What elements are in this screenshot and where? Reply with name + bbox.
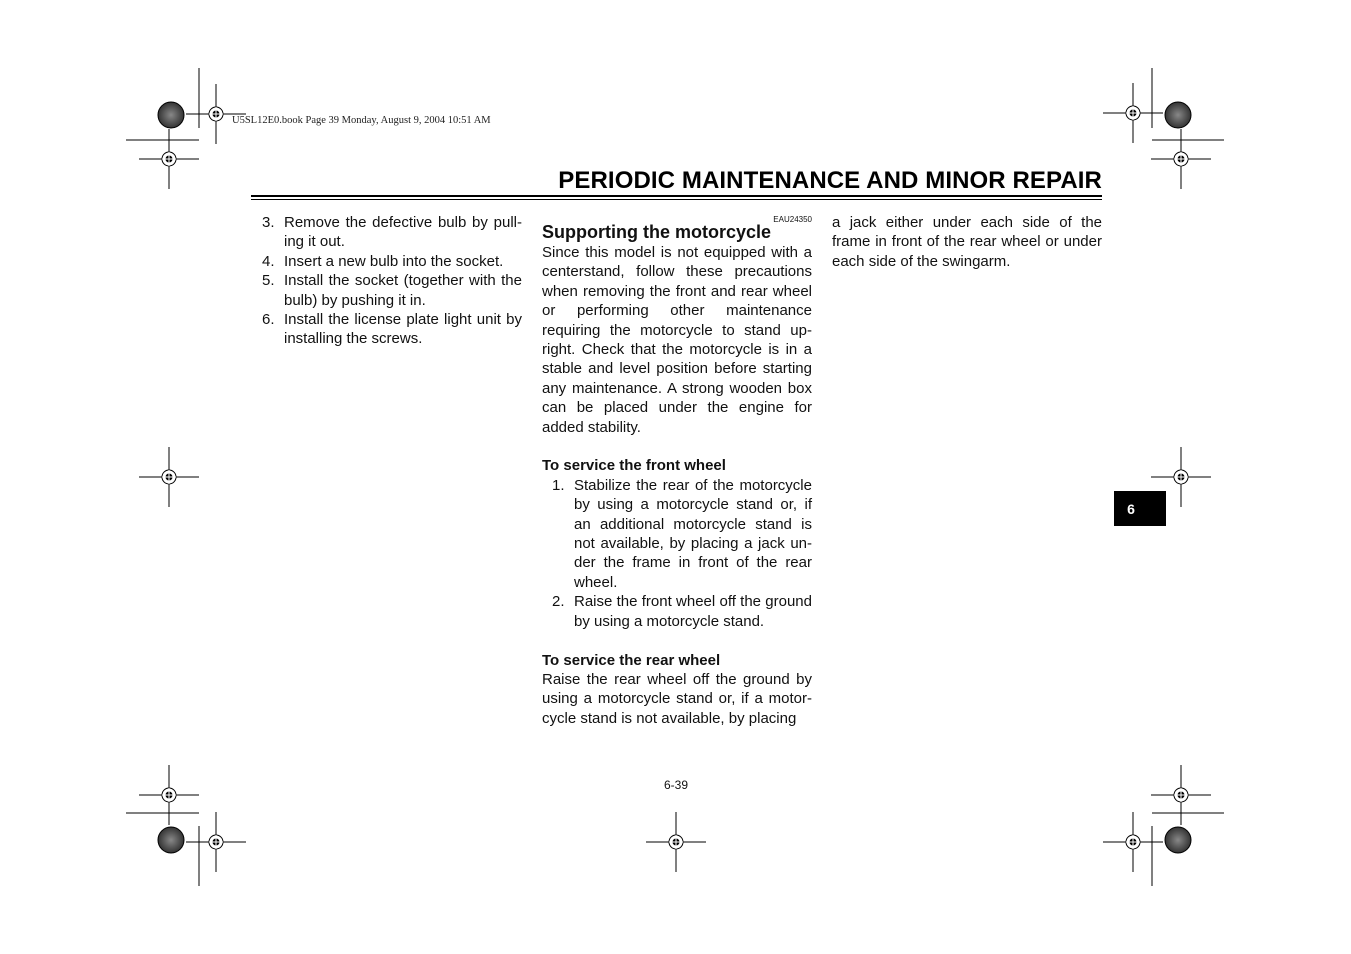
- front-wheel-heading: To service the front wheel: [542, 457, 726, 475]
- book-header-line: U5SL12E0.book Page 39 Monday, August 9, 2004 10:51 AM: [232, 115, 491, 126]
- list-item-text: Raise the front wheel off the ground by using a motorcycle stand.: [574, 593, 812, 630]
- list-item-text: Remove the defective bulb by pull-ing it out.: [284, 214, 522, 251]
- list-item-number: 2.: [552, 593, 565, 611]
- section-heading: Supporting the motorcycle: [542, 222, 772, 242]
- list-item-text: Install the socket (together with the bulb) by pushing it in.: [284, 272, 522, 309]
- list-item-number: 4.: [262, 252, 275, 270]
- list-item: [542, 476, 812, 592]
- chapter-tab-label: 6: [1127, 500, 1135, 517]
- list-item-text: Stabilize the rear of the motorcycle by using a motorcycle stand or, if an additional motorcycle stand is not available, by placing a jack un-der the frame in front of the rear wheel.: [574, 476, 812, 591]
- intro-paragraph: Since this model is not equipped with a centerstand, follow these precautions when removing the front and rear wheel or performing other maintenance requiring the motorcycle to stand up-right. Check that the motorcycle is in a stable and level position before starting any maintenance. A strong wooden box can be placed under the engine for added stability.: [542, 244, 812, 436]
- section-code: EAU24350: [773, 215, 812, 224]
- list-item-text: Insert a new bulb into the socket.: [284, 252, 504, 270]
- title-rule-thin: [251, 199, 1102, 200]
- list-item-number: 3.: [262, 214, 275, 231]
- list-item-number: 6.: [262, 311, 275, 329]
- starburst-mark-bottom-right: [1165, 827, 1191, 853]
- list-item: [262, 252, 522, 271]
- continued-paragraph: a jack either under each side of the frame in front of the rear wheel or under each side of the swingarm.: [832, 214, 1102, 270]
- starburst-mark-top-right: [1165, 102, 1191, 128]
- starburst-mark-top-left: [158, 102, 184, 128]
- rear-wheel-heading: To service the rear wheel: [542, 651, 721, 669]
- list-item: [262, 271, 522, 310]
- column-left: [262, 213, 522, 349]
- list-item: [542, 592, 812, 631]
- page-title: PERIODIC MAINTENANCE AND MINOR REPAIR: [558, 167, 1102, 194]
- column-right: [832, 213, 1102, 271]
- chapter-tab: [1114, 491, 1166, 526]
- list-item: [262, 310, 522, 349]
- page-number: 6-39: [664, 778, 689, 792]
- list-item: [262, 213, 522, 252]
- title-rule-thick: [251, 195, 1102, 197]
- list-item-number: 5.: [262, 272, 275, 290]
- list-item-number: 1.: [552, 476, 565, 494]
- rear-wheel-paragraph: Raise the rear wheel off the ground by using a motorcycle stand or, if a motor-cycle stand is not available, by placing: [542, 670, 812, 727]
- column-middle: [542, 213, 812, 728]
- list-item-text: Install the license plate light unit by installing the screws.: [284, 311, 522, 348]
- starburst-mark-bottom-left: [158, 827, 184, 853]
